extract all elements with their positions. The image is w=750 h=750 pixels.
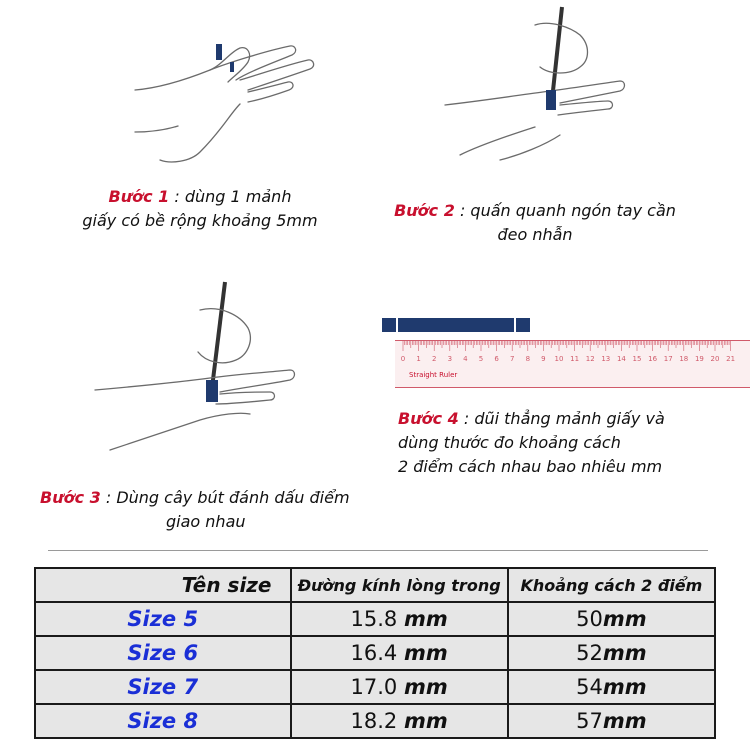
ruler: [395, 340, 750, 388]
ruler-number: 17: [663, 355, 673, 363]
unit-label: mm: [602, 641, 647, 665]
unit-label: mm: [602, 709, 647, 733]
ruler-number: 7: [509, 355, 515, 363]
paper-strip-icon: [216, 44, 222, 60]
ruler-ticks: [395, 341, 750, 387]
ruler-number: 11: [570, 355, 580, 363]
ruler-number: 13: [601, 355, 611, 363]
diameter-value: 17.0: [350, 675, 398, 699]
ruler-number: 19: [694, 355, 704, 363]
step-4-label: Bước 4: [398, 409, 459, 428]
ruler-number: 8: [525, 355, 531, 363]
step-2-line2: đeo nhẫn: [497, 225, 573, 244]
step-1-line1: : dùng 1 mảnh: [169, 187, 292, 206]
marker-pen-icon: [212, 282, 225, 388]
ruler-number: 14: [616, 355, 626, 363]
distance-value: 50: [576, 607, 603, 631]
size-table: [34, 567, 716, 739]
paper-strip: [382, 318, 530, 332]
pen-icon: [552, 7, 562, 100]
step-2-line1: : quấn quanh ngón tay cần: [454, 201, 676, 220]
ruler-number: 6: [494, 355, 499, 363]
size-cell: Size 6: [35, 636, 291, 670]
diameter-cell: [291, 704, 508, 738]
table-row: [35, 602, 715, 636]
header-size-name: Tên size: [35, 568, 291, 602]
diameter-cell: [291, 670, 508, 704]
unit-label: mm: [602, 675, 647, 699]
step-4-line2: dùng thước đo khoảng cách: [398, 433, 621, 452]
header-inner-diameter: Đường kính lòng trong: [291, 568, 508, 602]
step-4-line3: 2 điểm cách nhau bao nhiêu mm: [398, 457, 663, 476]
step-3-label: Bước 3: [40, 488, 101, 507]
distance-cell: [508, 602, 715, 636]
unit-label: mm: [403, 675, 448, 699]
distance-value: 54: [576, 675, 603, 699]
step-3-line2: giao nhau: [166, 512, 246, 531]
ruler-number: 20: [710, 355, 720, 363]
step-3-line1: : Dùng cây bút đánh dấu điểm: [100, 488, 350, 507]
step-2-text: [370, 199, 700, 247]
step-4-line1: : dũi thẳng mảnh giấy và: [458, 409, 665, 428]
step-1-label: Bước 1: [108, 187, 170, 206]
ruler-number: 12: [585, 355, 595, 363]
unit-label: mm: [403, 709, 448, 733]
diameter-value: 18.2: [350, 709, 398, 733]
step-4-text: [398, 407, 743, 479]
unit-label: mm: [602, 607, 647, 631]
distance-value: 52: [576, 641, 603, 665]
diameter-value: 15.8: [350, 607, 398, 631]
distance-cell: [508, 670, 715, 704]
size-cell: Size 7: [35, 670, 291, 704]
hand-with-pen-illustration-step-2: [440, 5, 640, 165]
ruler-number: 10: [554, 355, 564, 363]
distance-cell: [508, 636, 715, 670]
hand-marking-illustration-step-3: [90, 280, 350, 460]
ruler-number: 1: [416, 355, 421, 363]
ruler-number: 5: [478, 355, 484, 363]
unit-label: mm: [403, 641, 448, 665]
ruler-number: 3: [447, 355, 453, 363]
step-2-label: Bước 2: [394, 201, 455, 220]
hand-illustration-step-1: [130, 40, 340, 170]
diameter-cell: [291, 602, 508, 636]
step-1-line2: giấy có bề rộng khoảng 5mm: [82, 211, 318, 230]
distance-value: 57: [576, 709, 603, 733]
unit-label: mm: [403, 607, 448, 631]
diameter-value: 16.4: [350, 641, 398, 665]
distance-cell: [508, 704, 715, 738]
diameter-cell: [291, 636, 508, 670]
ruler-number: 9: [541, 355, 546, 363]
ruler-number: 18: [679, 355, 689, 363]
size-cell: Size 5: [35, 602, 291, 636]
ruler-number: 15: [632, 355, 642, 363]
size-cell: Size 8: [35, 704, 291, 738]
ruler-brand: Straight Ruler: [409, 371, 458, 379]
ruler-number: 4: [463, 355, 468, 363]
table-row: [35, 636, 715, 670]
ruler-number: 0: [400, 355, 406, 363]
ruler-number: 2: [431, 355, 437, 363]
table-header-row: [35, 568, 715, 602]
header-distance: Khoảng cách 2 điểm: [508, 568, 715, 602]
ruler-number: 16: [648, 355, 658, 363]
table-row: [35, 704, 715, 738]
step-3-text: [40, 486, 400, 534]
table-row: [35, 670, 715, 704]
section-divider: [48, 550, 708, 551]
step-1-text: [50, 185, 350, 233]
ruler-number: 21: [726, 355, 736, 363]
